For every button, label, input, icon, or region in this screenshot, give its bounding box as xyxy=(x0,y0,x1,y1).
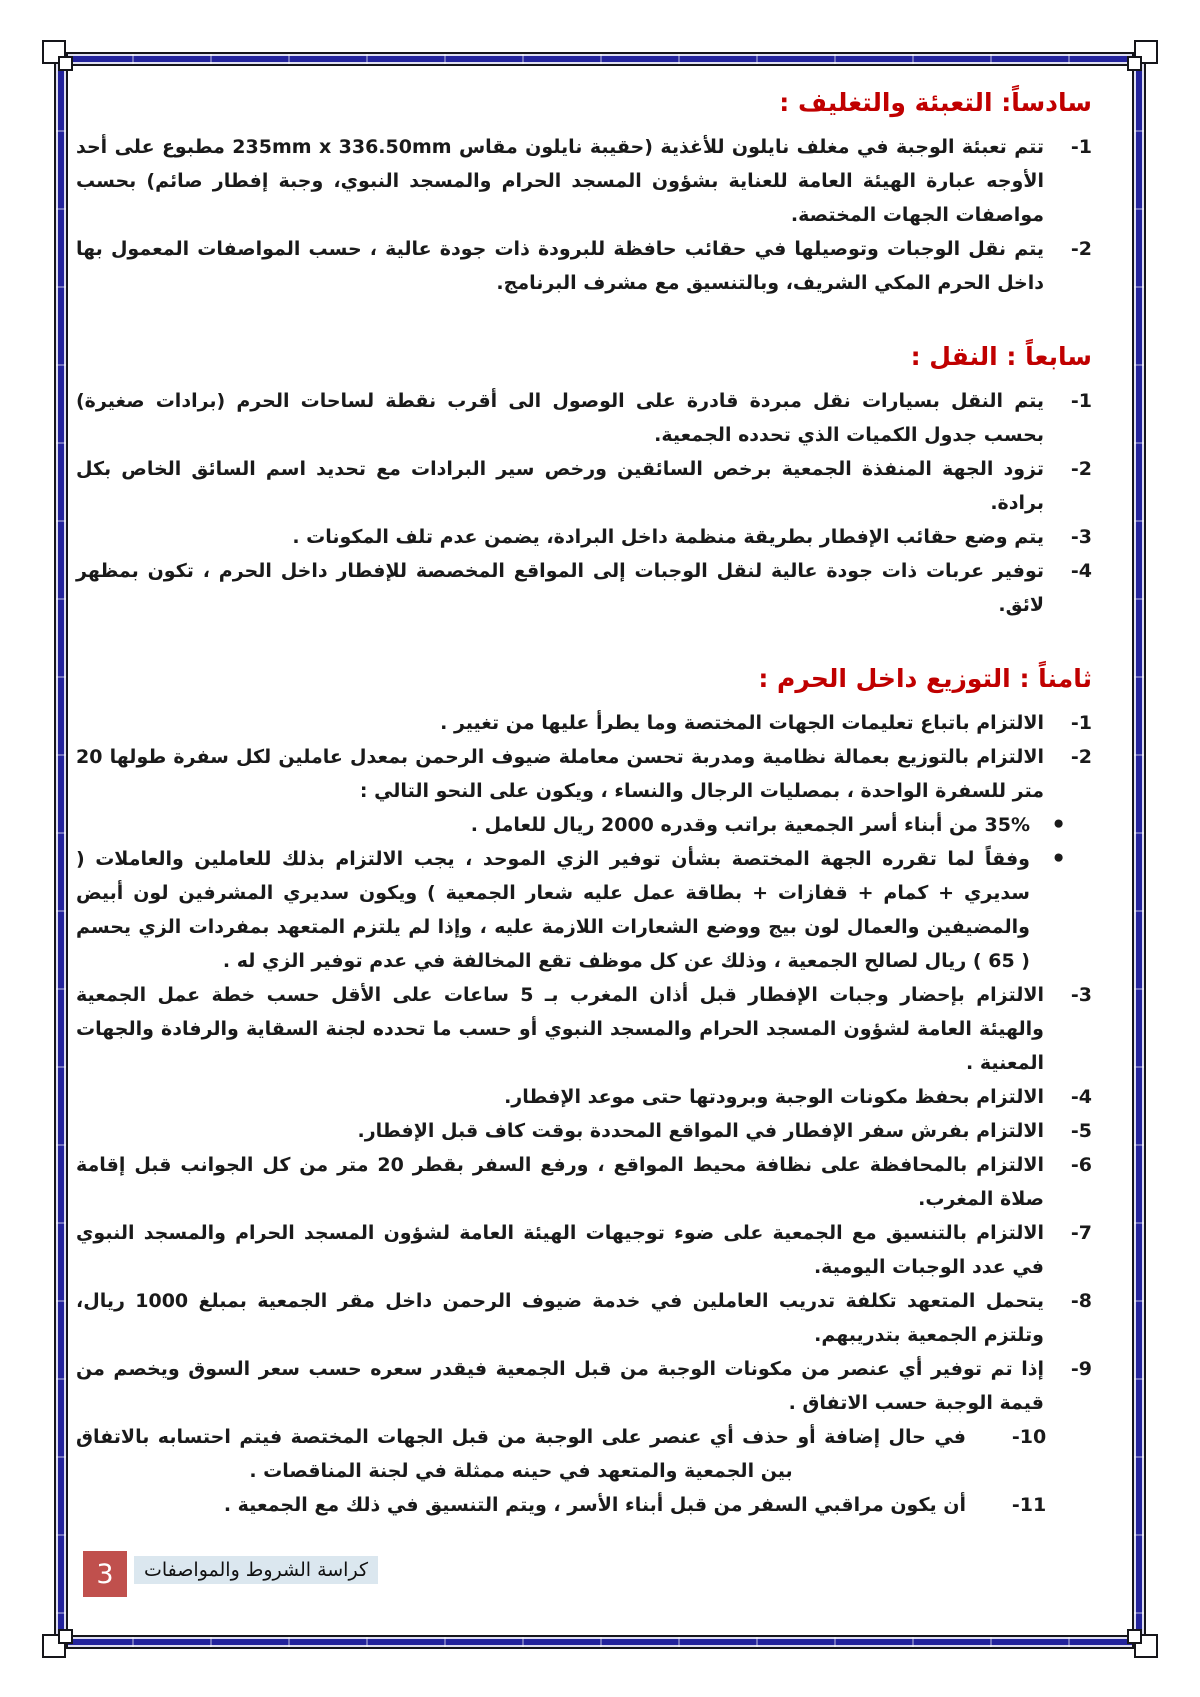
numbered-item xyxy=(76,740,1092,808)
item-text: 35% من أبناء أسر الجمعية براتب وقدره 2000 ريال للعامل . xyxy=(470,814,1030,836)
numbered-item xyxy=(76,1420,1092,1488)
item-text: تتم تعبئة الوجبة في مغلف نايلون للأغذية (حقيبة نايلون مقاس 235mm x 336.50mm مطبوع على أحد الأوجه عبارة الهيئة العامة للعناية بشؤون المسجد الحرام والمسجد النبوي، وجبة إفطار صائم) بحسب مواصفات الجهات المختصة. xyxy=(76,136,1045,226)
item-number: 1- xyxy=(1070,390,1092,412)
numbered-item xyxy=(76,384,1092,452)
page-border-top xyxy=(54,52,1146,66)
numbered-item xyxy=(76,1148,1092,1216)
numbered-item xyxy=(76,1284,1092,1352)
border-corner-ornament xyxy=(58,1629,73,1644)
numbered-item xyxy=(76,452,1092,520)
item-text: أن يكون مراقبي السفر من قبل أبناء الأسر ، ويتم التنسيق في ذلك مع الجمعية . xyxy=(223,1494,966,1516)
item-number: 3- xyxy=(1070,984,1092,1006)
item-text: يتم وضع حقائب الإفطار بطريقة منظمة داخل البرادة، يضمن عدم تلف المكونات . xyxy=(292,526,1044,548)
bullet-marker: • xyxy=(1051,846,1066,872)
numbered-item xyxy=(76,978,1092,1080)
item-text: يتم نقل الوجبات وتوصيلها في حقائب حافظة للبرودة ذات جودة عالية ، حسب المواصفات المعمول بها داخل الحرم المكي الشريف، وبالتنسيق مع مشرف البرنامج. xyxy=(76,238,1044,294)
section-packaging xyxy=(76,86,1092,300)
page-border-right xyxy=(1132,52,1146,1649)
item-number: 10- xyxy=(1011,1426,1047,1448)
numbered-item xyxy=(76,1352,1092,1420)
page-border-left xyxy=(54,52,68,1649)
bullet-item xyxy=(76,842,1092,978)
item-text: إذا تم توفير أي عنصر من مكونات الوجبة من قبل الجمعية فيقدر سعره حسب سعر السوق ويخصم من قيمة الوجبة حسب الاتفاق . xyxy=(76,1358,1044,1414)
page-border-bottom xyxy=(54,1635,1146,1649)
numbered-item xyxy=(76,520,1092,554)
section-distribution xyxy=(76,662,1092,1522)
border-corner-ornament xyxy=(1127,1629,1142,1644)
border-corner-ornament xyxy=(58,56,73,71)
item-number: 8- xyxy=(1070,1290,1092,1312)
item-text: توفير عربات ذات جودة عالية لنقل الوجبات إلى المواقع المخصصة للإفطار داخل الحرم ، تكون بمظهر لائق. xyxy=(76,560,1044,616)
footer-doc-title: كراسة الشروط والمواصفات xyxy=(134,1556,378,1584)
document-body xyxy=(76,86,1092,1522)
item-number: 2- xyxy=(1070,458,1092,480)
item-number: 5- xyxy=(1070,1120,1092,1142)
item-number: 7- xyxy=(1070,1222,1092,1244)
numbered-item xyxy=(76,1488,1092,1522)
item-text: الالتزام باتباع تعليمات الجهات المختصة وما يطرأ عليها من تغيير . xyxy=(440,712,1044,734)
bullet-item xyxy=(76,808,1092,842)
item-text: الالتزام بالتوزيع بعمالة نظامية ومدربة تحسن معاملة ضيوف الرحمن بمعدل عاملين لكل سفرة طولها 20 متر للسفرة الواحدة ، بمصليات الرجال والنساء ، ويكون على النحو التالي : xyxy=(76,746,1044,802)
item-number: 1- xyxy=(1070,136,1092,158)
numbered-item xyxy=(76,130,1092,232)
item-number: 11- xyxy=(1011,1494,1047,1516)
item-text: في حال إضافة أو حذف أي عنصر على الوجبة من قبل الجهات المختصة فيتم احتسابه بالاتفاق بين الجمعية والمتعهد في حينه ممثلة في لجنة المناقصات . xyxy=(76,1426,966,1482)
section-heading: سابعاً : النقل : xyxy=(910,342,1092,371)
item-text: الالتزام بإحضار وجبات الإفطار قبل أذان المغرب بـ 5 ساعات على الأقل حسب خطة عمل الجمعية والهيئة العامة لشؤون المسجد الحرام والمسجد النبوي أو حسب ما تحدده لجنة السقاية والرفادة والجهات المعنية . xyxy=(76,984,1044,1074)
numbered-item xyxy=(76,232,1092,300)
numbered-item xyxy=(76,1080,1092,1114)
item-text: يتحمل المتعهد تكلفة تدريب العاملين في خدمة ضيوف الرحمن داخل مقر الجمعية بمبلغ 1000 ريال، وتلتزم الجمعية بتدريبهم. xyxy=(76,1290,1044,1346)
item-text: يتم النقل بسيارات نقل مبردة قادرة على الوصول الى أقرب نقطة لساحات الحرم (برادات صغيرة) بحسب جدول الكميات الذي تحدده الجمعية. xyxy=(76,390,1044,446)
item-number: 1- xyxy=(1070,712,1092,734)
item-number: 3- xyxy=(1070,526,1092,548)
item-text: وفقاً لما تقرره الجهة المختصة بشأن توفير الزي الموحد ، يجب الالتزام بذلك للعاملين والعاملات ( سديري + كمام + قفازات + بطاقة عمل عليه شعار الجمعية ) ويكون سديري المشرفين لون أبيض والمضيفين والعمال لون بيج ووضع الشعارات اللازمة عليه ، وإذا لم يلتزم المتعهد بمفردات الزي يحسم ( 65 ) ريال لصالح الجمعية ، وذلك عن كل موظف تقع المخالفة في عدم توفير الزي له . xyxy=(76,848,1030,972)
item-text: تزود الجهة المنفذة الجمعية برخص السائقين ورخص سير البرادات مع تحديد اسم السائق الخاص بكل برادة. xyxy=(76,458,1044,514)
item-text: الالتزام بحفظ مكونات الوجبة وبرودتها حتى موعد الإفطار. xyxy=(504,1086,1044,1108)
border-corner-ornament xyxy=(1127,56,1142,71)
item-text: الالتزام بالتنسيق مع الجمعية على ضوء توجيهات الهيئة العامة لشؤون المسجد الحرام والمسجد النبوي في عدد الوجبات اليومية. xyxy=(76,1222,1044,1278)
numbered-item xyxy=(76,1114,1092,1148)
item-text: الالتزام بفرش سفر الإفطار في المواقع المحددة بوقت كاف قبل الإفطار. xyxy=(357,1120,1044,1142)
section-transport xyxy=(76,340,1092,622)
item-number: 6- xyxy=(1070,1154,1092,1176)
item-number: 2- xyxy=(1070,238,1092,260)
item-number: 4- xyxy=(1070,560,1092,582)
item-number: 9- xyxy=(1070,1358,1092,1380)
bullet-marker: • xyxy=(1051,812,1066,838)
numbered-item xyxy=(76,706,1092,740)
item-text: الالتزام بالمحافظة على نظافة محيط المواقع ، ورفع السفر بقطر 20 متر من كل الجوانب قبل إقامة صلاة المغرب. xyxy=(76,1154,1044,1210)
numbered-item xyxy=(76,1216,1092,1284)
page-number-badge: 3 xyxy=(83,1551,127,1597)
numbered-item xyxy=(76,554,1092,622)
section-heading: سادساً: التعبئة والتغليف : xyxy=(779,88,1092,117)
item-number: 4- xyxy=(1070,1086,1092,1108)
item-number: 2- xyxy=(1070,746,1092,768)
section-heading: ثامناً : التوزيع داخل الحرم : xyxy=(758,664,1092,693)
